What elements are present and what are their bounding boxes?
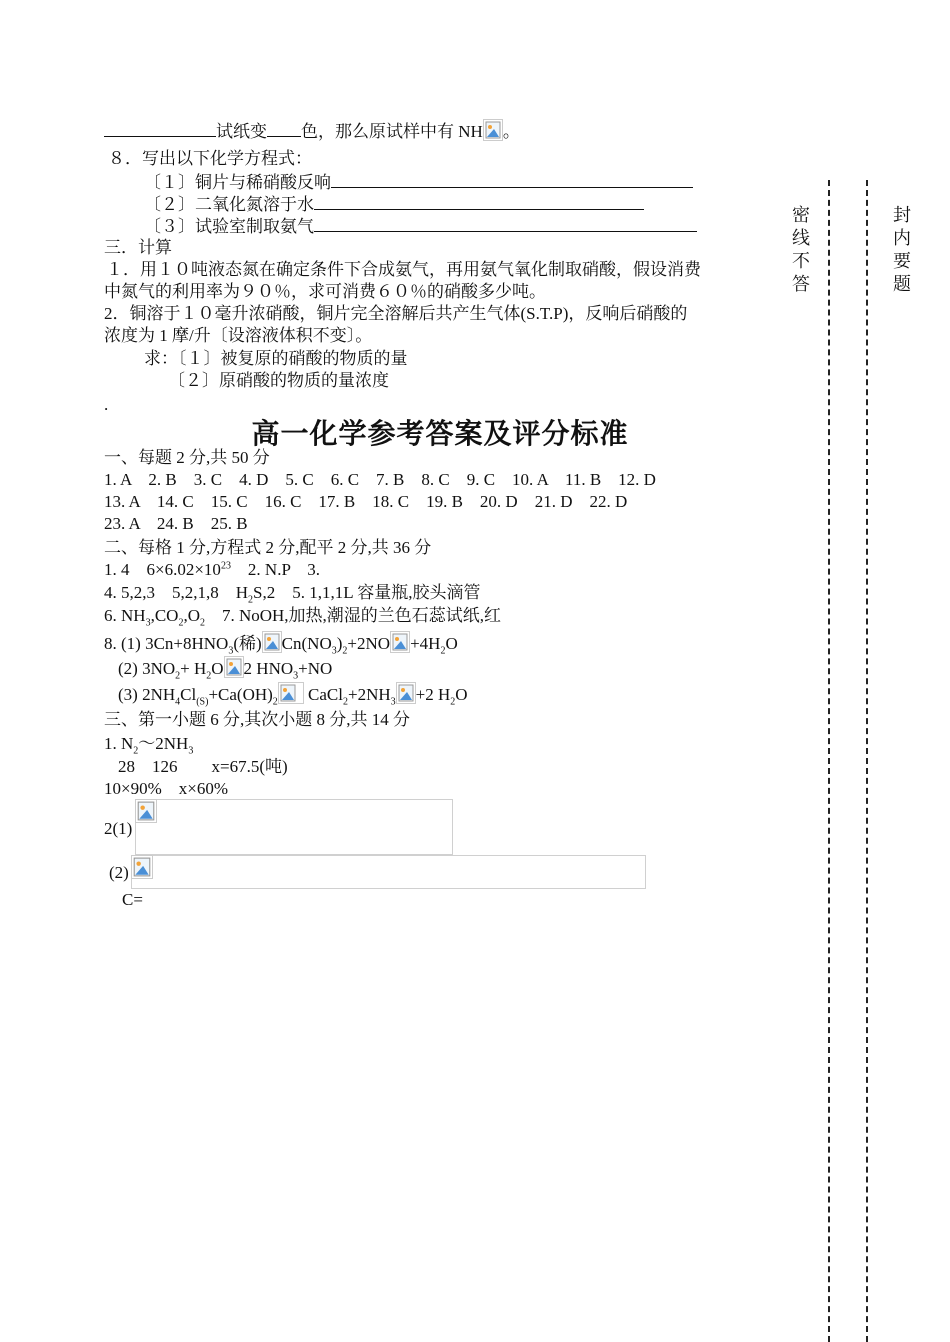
q8-item bbox=[144, 193, 644, 216]
answers-title: 高一化学参考答案及评分标准 bbox=[251, 419, 629, 450]
answer-line bbox=[314, 215, 697, 232]
q8-item bbox=[144, 215, 697, 238]
calc-q2-line: 浓度为 1 摩/升〔设溶液体积不变〕。 bbox=[104, 326, 373, 345]
margin-text-inner: 密 线 不 答 bbox=[792, 205, 810, 294]
answer-row: 1. A 2. B 3. C 4. D 5. C 6. C 7. B 8. C 9. C 10. A 11. B 12. D bbox=[104, 470, 656, 489]
question-tail-text-1: 试纸变 bbox=[216, 122, 267, 141]
calc-answer-line: 10×90% x×60% bbox=[104, 779, 228, 798]
calc-q1-line: 中氮气的利用率为９０％，求可消费６０％的硝酸多少吨。 bbox=[104, 282, 546, 301]
broken-image-icon bbox=[135, 799, 157, 823]
broken-image-icon bbox=[224, 656, 244, 678]
image-placeholder bbox=[135, 799, 453, 855]
calc-q1-line: １．用１０吨液态氮在确定条件下合成氨气，再用氨气氧化制取硝酸，假设消费 bbox=[106, 260, 701, 279]
margin-text-outer: 封 内 要 题 bbox=[893, 205, 911, 294]
q8-item-label: 〔２〕二氧化氮溶于水 bbox=[144, 195, 314, 214]
calc-answer-line: 1. $N_2\sim 2NH_3$ bbox=[104, 734, 194, 757]
answers-section-heading: 二、每格 1 分,方程式 2 分,配平 2 分,共 36 分 bbox=[104, 538, 432, 557]
answers-section-heading: 一、每题 2 分,共 50 分 bbox=[104, 448, 270, 467]
q8-title: ８．写出以下化学方程式： bbox=[108, 149, 312, 168]
question-tail-text-2: 色，那么原试样中有 NH bbox=[301, 122, 483, 141]
blank-underline bbox=[267, 120, 301, 137]
section-heading: 三．计算 bbox=[104, 238, 172, 257]
q8-item-label: 〔１〕铜片与稀硝酸反响 bbox=[144, 173, 331, 192]
answer-row: 13. A 14. C 15. C 16. C 17. B 18. C 19. B 20. D 21. D 22. D bbox=[104, 492, 628, 511]
equation-2: (2) $3NO_2+ H_2O$ 2 $HNO_3+NO$ bbox=[118, 656, 332, 680]
equation-3: (3) $2NH_4Cl_{(S)}+Ca(OH)_2$ $CaCl_2+2NH_3$ +2 $H_2O$ bbox=[118, 682, 468, 706]
question-tail-line bbox=[104, 119, 520, 143]
calc-ask: 求：〔１〕被复原的硝酸的物质的量 bbox=[144, 349, 408, 368]
broken-image-icon bbox=[131, 855, 153, 879]
answer-line-6: 6. $NH_3,CO_2,O_2$ 7. NoOH,加热,潮湿的兰色石蕊试纸,红 bbox=[104, 606, 502, 629]
stray-dot: . bbox=[104, 395, 109, 414]
equation-1: 8. (1) $3Cn+8HNO_3$(稀) $Cn(NO_3)_2+2NO$ $+4H_2O$ bbox=[104, 631, 458, 655]
margin-dashed-line bbox=[828, 180, 830, 1342]
calc-answer-line: C= bbox=[122, 890, 143, 909]
calc-ask: 〔２〕原硝酸的物质的量浓度 bbox=[168, 371, 389, 390]
image-placeholder bbox=[131, 855, 646, 889]
answers-section-heading: 三、第一小题 6 分,其次小题 8 分,共 14 分 bbox=[104, 710, 410, 729]
broken-image-icon bbox=[262, 631, 282, 653]
calc-q2-line: 2．铜溶于１０毫升浓硝酸，铜片完全溶解后共产生气体(S.T.P)，反响后硝酸的 bbox=[104, 304, 688, 323]
question-tail-text-3: 。 bbox=[502, 122, 520, 141]
answer-line-1: 1. 4 $6\times 6.02\times 10^{23}$ 2. N.P 3. bbox=[104, 560, 321, 579]
answer-line-4: 4. 5,2,3 5,2,1,8 $H_2S,2$ 5. 1,1,1L 容量瓶,胶头滴管 bbox=[104, 583, 481, 606]
q8-item bbox=[144, 171, 693, 194]
q8-item-label: 〔３〕试验室制取氨气 bbox=[144, 217, 314, 236]
calc-answer-label: (2) bbox=[109, 863, 129, 882]
broken-image-icon bbox=[396, 682, 416, 704]
answer-line bbox=[331, 171, 693, 188]
broken-image-icon bbox=[390, 631, 410, 653]
calc-answer-label: 2(1) bbox=[104, 819, 133, 838]
calc-answer-line: 28 126 x=67.5(吨) bbox=[118, 757, 288, 776]
blank-underline bbox=[104, 120, 216, 137]
broken-image-icon bbox=[278, 682, 304, 704]
answer-row: 23. A 24. B 25. B bbox=[104, 514, 248, 533]
answer-line bbox=[314, 193, 644, 210]
broken-image-icon bbox=[483, 119, 503, 141]
margin-dashed-line bbox=[866, 180, 868, 1342]
